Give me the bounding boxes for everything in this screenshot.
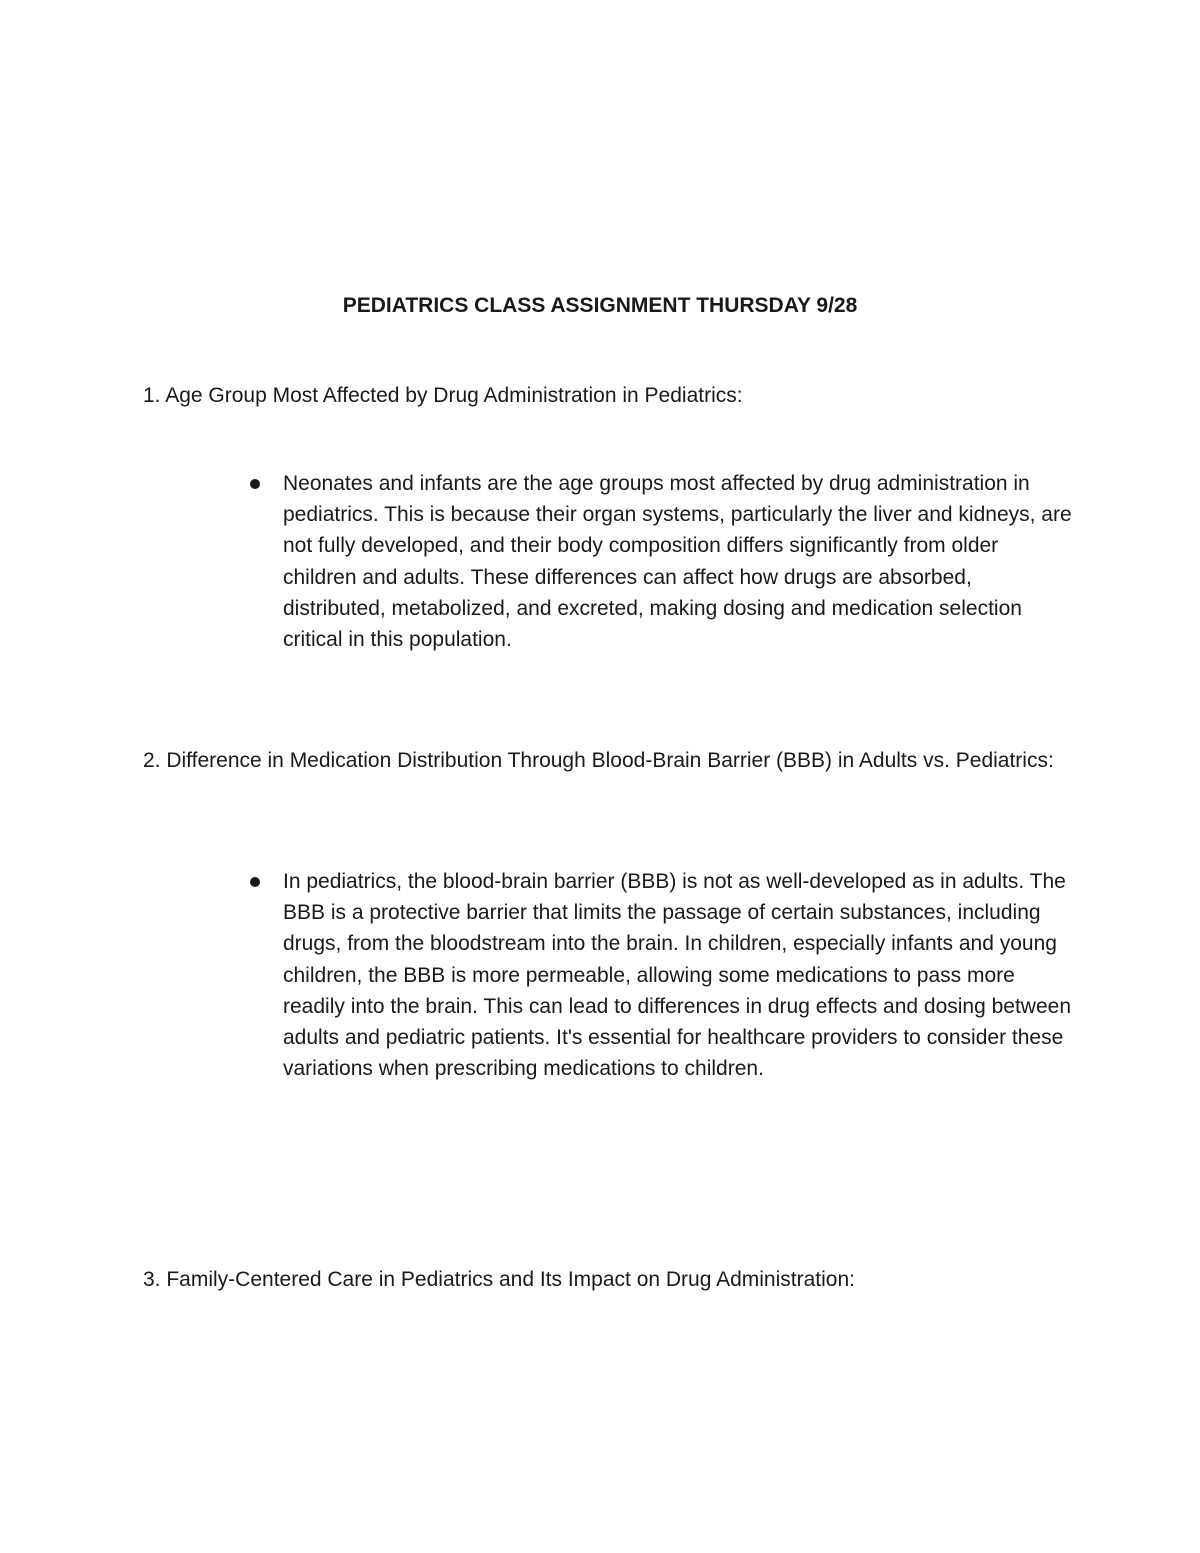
section-2-heading: 2. Difference in Medication Distribution Through Blood-Brain Barrier (BBB) in Adults vs. Pediatrics: bbox=[143, 749, 1054, 772]
section-2-bullet-text: In pediatrics, the blood-brain barrier (BBB) is not as well-developed as in adults. The BBB is a protective barrier that limits the passage of certain substances, including drugs, from the bloodstream into the brain. In children, especially infants and young children, the BBB is more permeable, allowing some medications to pass more readily into the brain. This can lead to differences in drug effects and dosing between adults and pediatric patients. It's essential for healthcare providers to consider these variations when prescribing medications to children. bbox=[283, 870, 1072, 1081]
bullet-icon bbox=[250, 877, 260, 887]
document-title: PEDIATRICS CLASS ASSIGNMENT THURSDAY 9/28 bbox=[342, 294, 858, 317]
bullet-icon bbox=[250, 479, 260, 489]
section-1-bullet-text: Neonates and infants are the age groups most affected by drug administration in pediatrics. This is because their organ systems, particularly the liver and kidneys, are not fully developed, and their body composition differs significantly from older children and adults. These differences can affect how drugs are absorbed, distributed, metabolized, and excreted, making dosing and medication selection critical in this population. bbox=[283, 472, 1072, 652]
section-3-heading: 3. Family-Centered Care in Pediatrics and Its Impact on Drug Administration: bbox=[143, 1268, 855, 1291]
section-1-heading: 1. Age Group Most Affected by Drug Administration in Pediatrics: bbox=[143, 384, 743, 407]
